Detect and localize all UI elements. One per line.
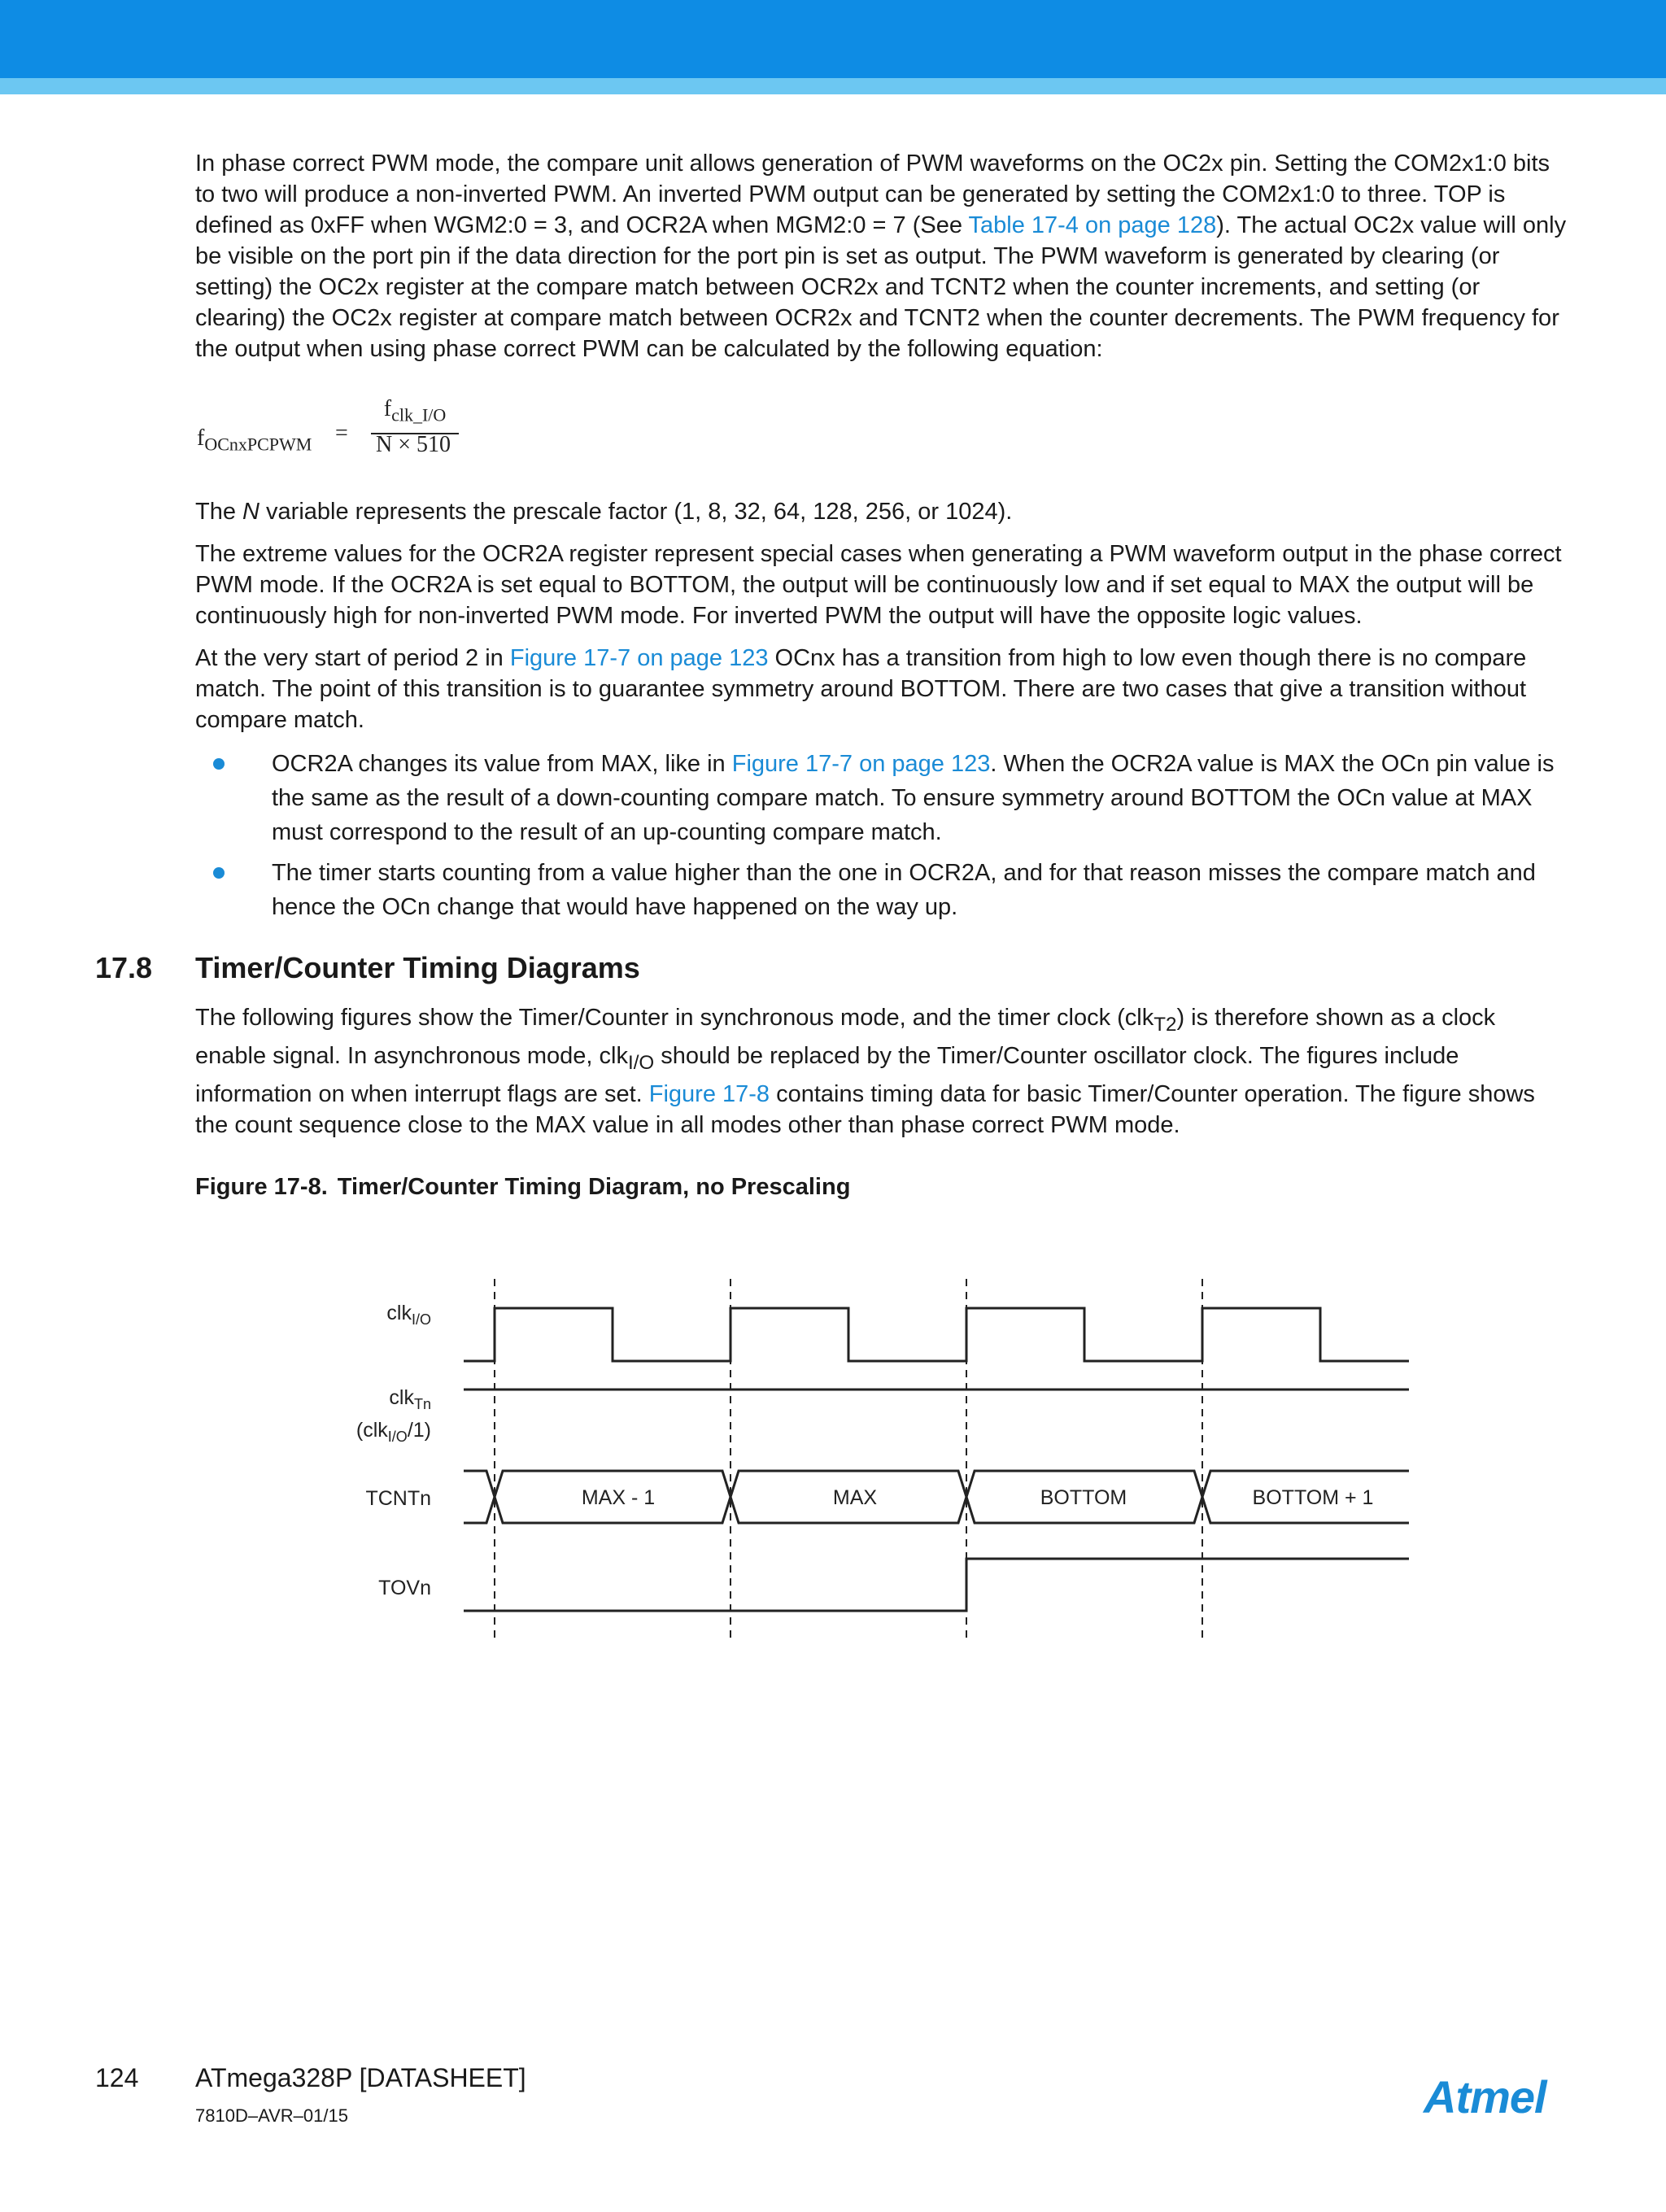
section-heading <box>95 949 1570 988</box>
formula-numerator: $f_{clk\_I/O}$ <box>371 394 459 434</box>
tcnt-value: BOTTOM + 1 <box>1252 1486 1374 1509</box>
bullet-icon <box>213 758 225 770</box>
formula-equals: = <box>335 421 348 446</box>
list-item: OCR2A changes its value from MAX, like in Figure 17-7 on page 123. When the OCR2A value is MAX the OCn pin value is the same as the result of a down-counting compare match. To ensure symmetry around BOTTOM the OCn value at MAX must correspond to the result of an up-counting compare match. <box>195 747 1570 849</box>
period-paragraph: At the very start of period 2 in Figure 17-7 on page 123 OCnx has a transition from high to low even though there is no compare match. The point of this transition is to guarantee symmetry around BOTTOM. There are two cases that give a transition without compare match. <box>195 645 1527 733</box>
formula-lhs: $f_{OCnxPCPWM}$ <box>197 425 312 455</box>
figure-17-7-link[interactable]: Figure 17-7 on page 123 <box>731 751 991 777</box>
figure-label: Figure 17-8. <box>195 1173 328 1200</box>
section-title: Timer/Counter Timing Diagrams <box>195 951 640 984</box>
bullet-icon <box>213 867 225 879</box>
timing-diagram <box>342 1269 1415 1651</box>
figure-17-8-link[interactable]: Figure 17-8 <box>648 1080 770 1107</box>
figure-caption <box>195 1171 1570 1202</box>
n-variable-paragraph: The N variable represents the prescale factor (1, 8, 32, 64, 128, 256, or 1024). <box>195 499 1013 525</box>
section-number: 17.8 <box>95 951 153 984</box>
intro-paragraph: In phase correct PWM mode, the compare unit allows generation of PWM waveforms on the OC2x pin. Setting the COM2x1:0 bits to two will produce a non-inverted PWM. An inverted PWM output can be generated by setting the COM2x1:0 to three. TOP is defined as 0xFF when WGM2:0 = 3, and OCR2A when MGM2:0 = 7 (See Table 17-4 on page 128). The actual OC2x value will only be visible on the port pin if the data direction for the port pin is set as output. The PWM waveform is generated by clearing (or setting) the OC2x register at the compare match between OCR2x and TCNT2 when the counter increments, and setting (or clearing) the OC2x register at compare match between OCR2x and TCNT2 when the counter decrements. The PWM frequency for the output when using phase correct PWM can be calculated by the following equation: <box>195 151 1567 362</box>
bullet-list <box>195 747 1570 924</box>
clkio-label: clk$_{I/O}$ <box>386 1302 431 1328</box>
formula-denominator: N × 510 <box>375 432 451 457</box>
list-item: The timer starts counting from a value higher than the one in OCR2A, and for that reason misses the compare match and hence the OCn change that would have happened on the way up. <box>195 856 1570 924</box>
page-content <box>95 148 1570 1202</box>
timing-waveforms <box>342 1269 1415 1651</box>
tovn-waveform <box>464 1559 1409 1611</box>
tov-label: TOVn <box>378 1577 431 1599</box>
tcnt-value: BOTTOM <box>1040 1486 1127 1509</box>
header-stripe <box>0 78 1666 94</box>
pwm-frequency-formula <box>195 394 1570 472</box>
extreme-values-paragraph: The extreme values for the OCR2A register represent special cases when generating a PWM waveform output in the phase correct PWM mode. If the OCR2A is set equal to BOTTOM, the output will be continuously low and if set equal to MAX the output will be continuously high for non-inverted PWM mode. For inverted PWM the output will have the opposite logic values. <box>195 541 1562 629</box>
figure-17-7-link[interactable]: Figure 17-7 on page 123 <box>509 645 769 671</box>
page-number: 124 <box>95 2063 139 2092</box>
tcnt-value: MAX - 1 <box>581 1486 656 1509</box>
document-title: ATmega328P [DATASHEET] <box>195 2063 526 2092</box>
document-id: 7810D–AVR–01/15 <box>195 2105 348 2126</box>
section-paragraph: The following figures show the Timer/Counter in synchronous mode, and the timer clock (clk$_{T2}$) is therefore shown as a clock enable signal. In asynchronous mode, clk$_{I/O}$ should be replaced by the Timer/Counter oscillator clock. The figures include information on when interrupt flags are set. Figure 17-8 contains timing data for basic Timer/Counter operation. The figure shows the count sequence close to the MAX value in all modes other than phase correct PWM mode. <box>195 1005 1535 1138</box>
clkio-waveform <box>464 1308 1409 1361</box>
clktn-label: clk$_{Tn}$ (clk$_{I/O}$/1) <box>355 1386 431 1445</box>
tcnt-value: MAX <box>832 1486 878 1509</box>
tcnt-label: TCNTn <box>365 1487 431 1510</box>
atmel-logo: Atmel <box>1424 2071 1546 2123</box>
table-17-4-link[interactable]: Table 17-4 on page 128 <box>968 212 1217 238</box>
figure-title: Timer/Counter Timing Diagram, no Prescaling <box>337 1173 851 1200</box>
header-bar <box>0 0 1666 78</box>
